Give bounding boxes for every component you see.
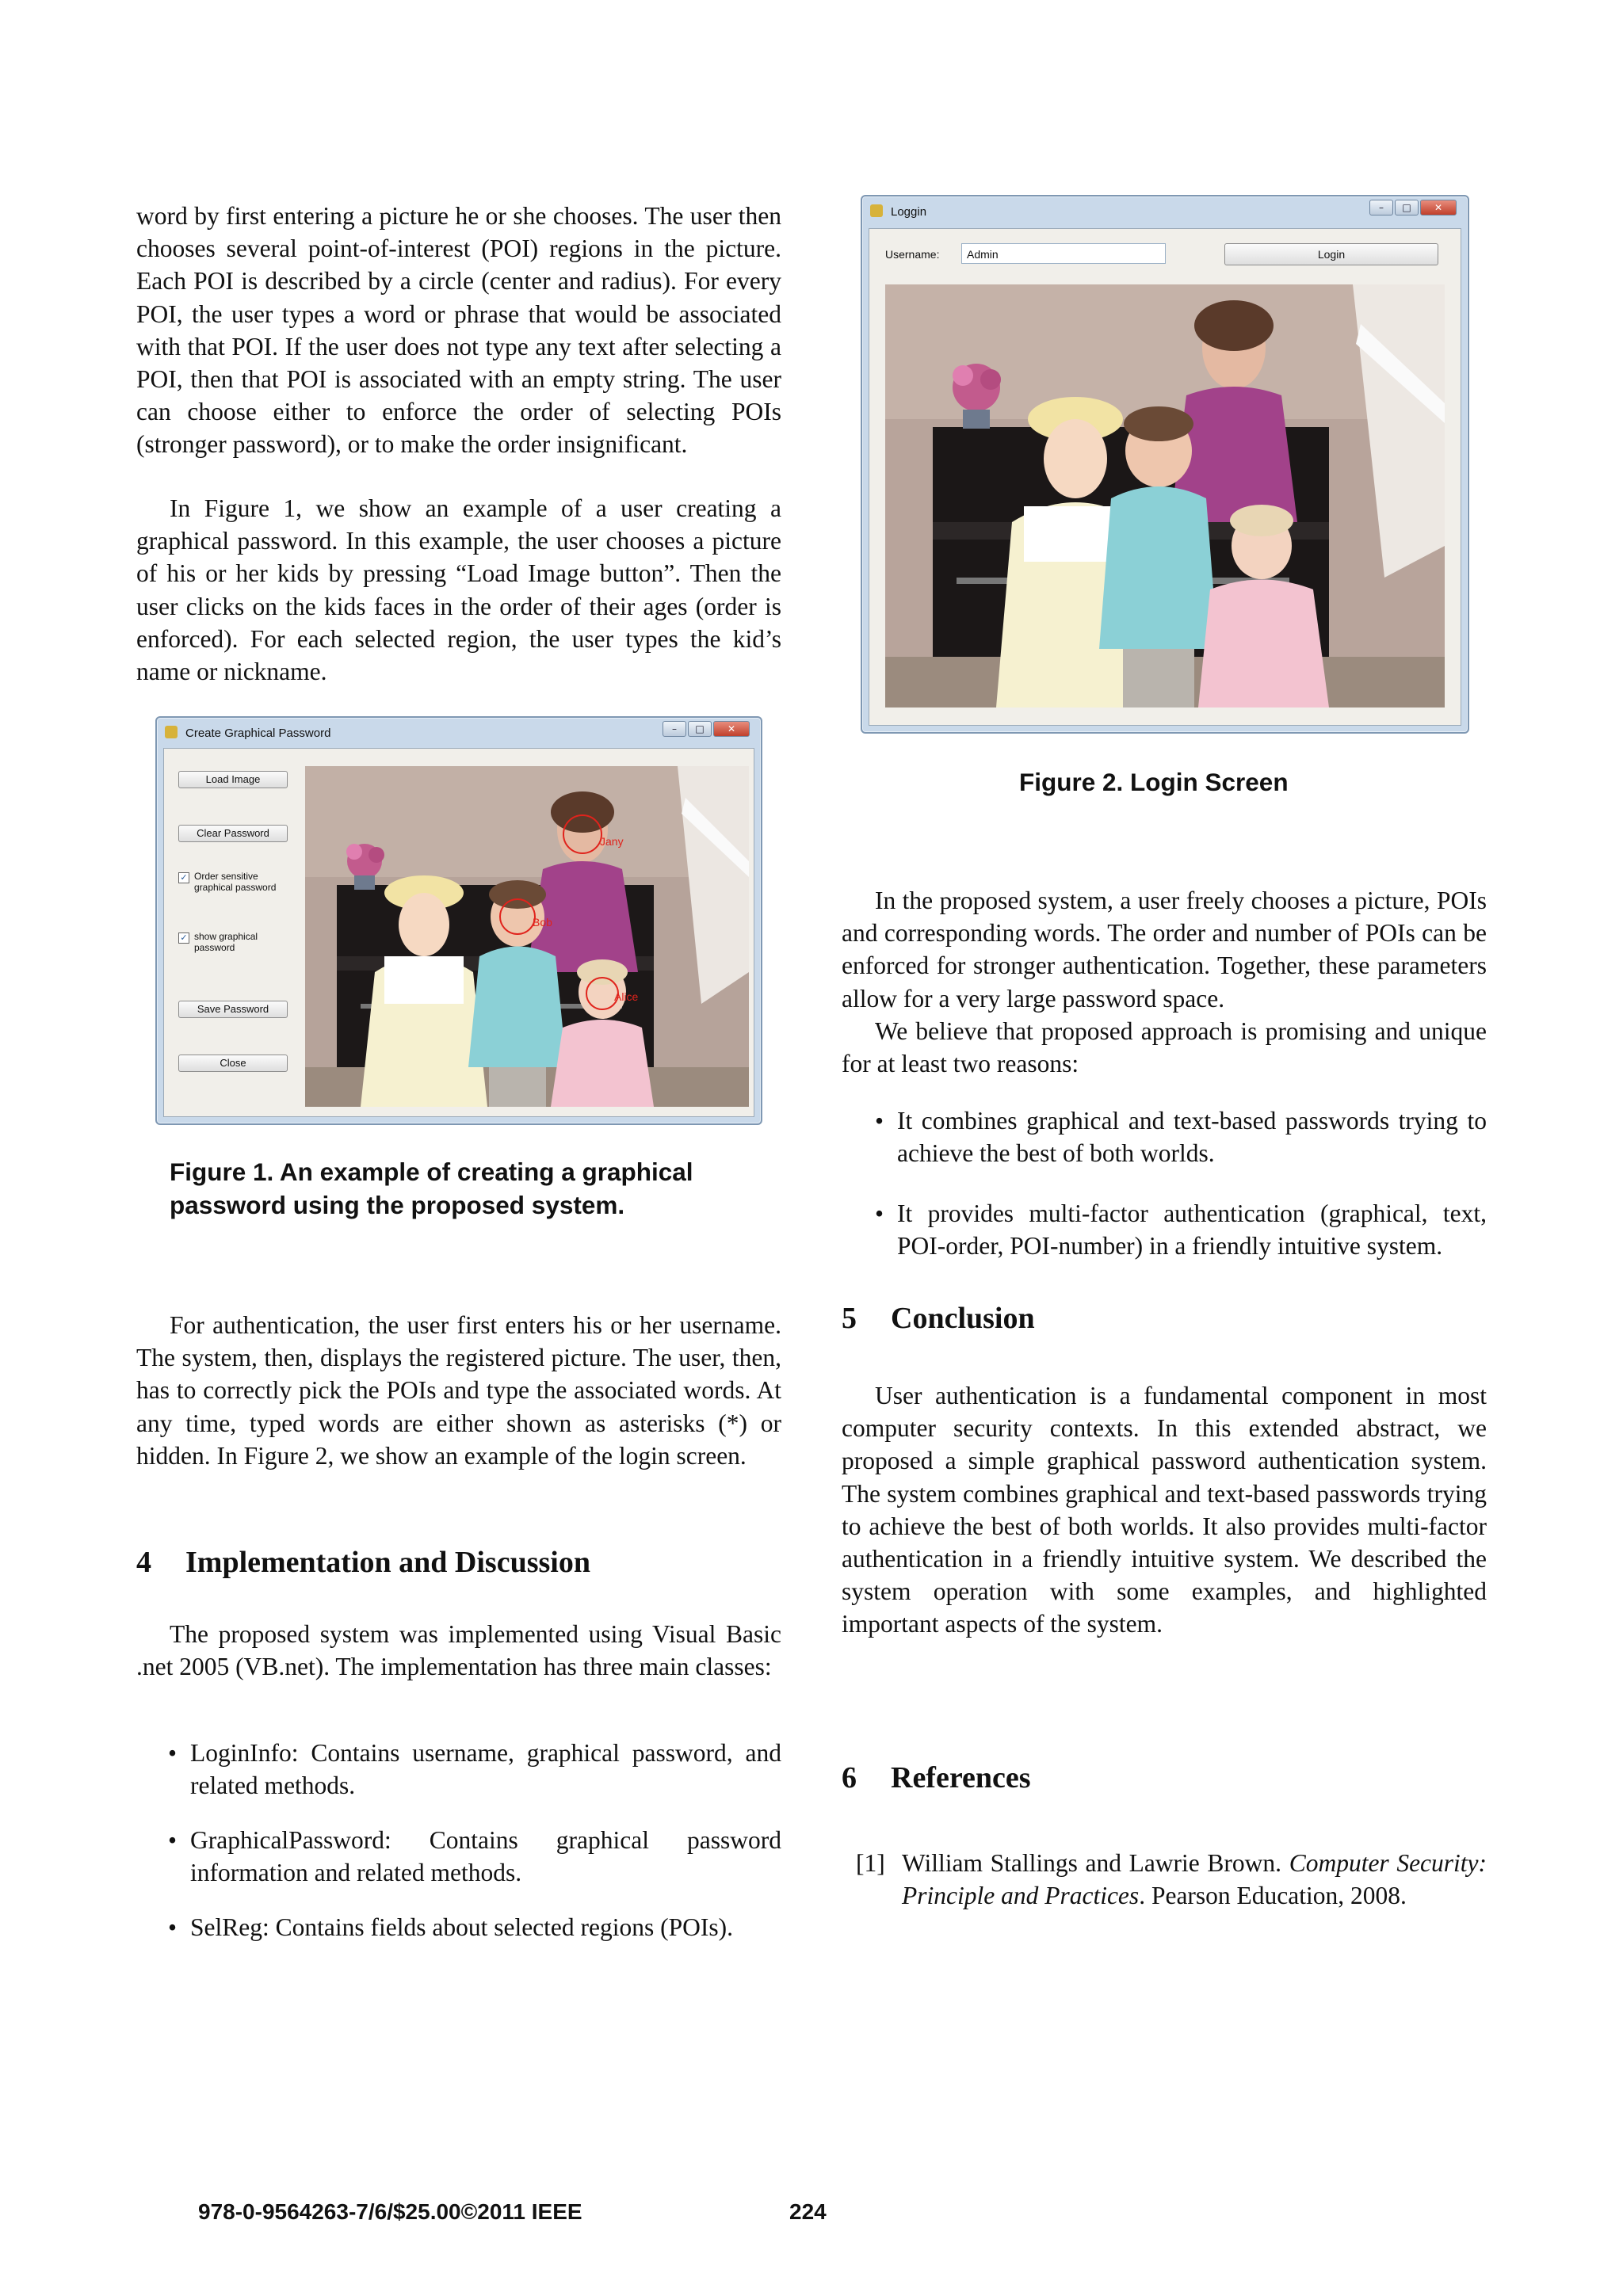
bullet-text: It combines graphical and text-based passwords trying to achieve the best of both worlds.	[897, 1107, 1487, 1168]
checkbox-label-line2: password	[194, 942, 235, 953]
poi-label-bob: Bob	[533, 916, 552, 929]
username-input[interactable]: Admin	[961, 243, 1166, 264]
reference-authors: William Stallings and Lawrie Brown.	[902, 1849, 1282, 1877]
app-icon	[165, 726, 178, 738]
paragraph-conclusion: User authentication is a fundamental component in most computer security contexts. In this extended abstract, we proposed a simple graphical password authentication system. The system combines graphical and text-based passwords trying to achieve the best of both worlds. It also provides multi-factor authentication in a friendly intuitive system. We described the system operation with some examples, and highlighted important aspects of the system.	[842, 1382, 1487, 1638]
reference-label: [1]	[856, 1849, 885, 1877]
figure2-window	[861, 195, 1469, 734]
list-item	[168, 1824, 781, 1889]
section4-number: 4	[136, 1546, 151, 1579]
reference-publisher: . Pearson Education, 2008.	[1139, 1882, 1407, 1910]
app-icon	[870, 204, 883, 217]
list-item	[875, 1197, 1487, 1262]
close-icon[interactable]: ✕	[713, 721, 750, 737]
figure1-photo[interactable]	[305, 766, 749, 1107]
list-item	[875, 1104, 1487, 1169]
reference-title: Computer Security: Principle and Practices	[902, 1849, 1487, 1910]
paragraph-implementation: The proposed system was implemented using Visual Basic .net 2005 (VB.net). The implementation has three main classes:	[136, 1620, 781, 1681]
username-label: Username:	[885, 248, 940, 261]
minimize-icon[interactable]: –	[663, 721, 686, 737]
section5-heading	[842, 1301, 1035, 1336]
list-item	[168, 1737, 781, 1802]
section4-heading	[136, 1545, 590, 1580]
family-photo-illustration	[885, 284, 1445, 707]
section5-number: 5	[842, 1302, 857, 1335]
footer-isbn: 978-0-9564263-7/6/$25.00©2011 IEEE	[198, 2199, 582, 2224]
figure1-caption-line1: Figure 1. An example of creating a graphical	[170, 1158, 693, 1186]
section5-title: Conclusion	[891, 1302, 1035, 1335]
close-icon[interactable]: ✕	[1420, 200, 1457, 215]
figure1-client-area	[163, 748, 754, 1117]
reference-text	[902, 1847, 1487, 1912]
load-image-button[interactable]: Load Image	[178, 771, 288, 788]
figure2-window-controls	[1369, 200, 1457, 215]
bullet-text: It provides multi-factor authentication (graphical, text, POI-order, POI-number) in a friendly intuitive system.	[897, 1199, 1487, 1261]
figure1-caption	[170, 1155, 693, 1222]
figure1-window-title: Create Graphical Password	[185, 726, 331, 740]
bullet-icon: •	[168, 1913, 178, 1941]
paragraph-proposed-system: In the proposed system, a user freely chooses a picture, POIs and corresponding words. The order and number of POIs can be enforced for stronger authentication. Together, these parameters allow for a very large password space.	[842, 887, 1487, 1013]
list-item	[168, 1911, 781, 1943]
figure2-window-title: Loggin	[891, 204, 927, 219]
family-photo-illustration	[305, 766, 749, 1107]
checkbox-label	[194, 931, 258, 953]
checkbox-label-line2: graphical password	[194, 882, 277, 893]
bullet-text: LoginInfo: Contains username, graphical password, and related methods.	[190, 1739, 781, 1800]
checkbox-label-line1: Order sensitive	[194, 871, 258, 882]
section6-number: 6	[842, 1761, 857, 1794]
bullet-icon: •	[168, 1826, 178, 1854]
bullet-text: SelReg: Contains fields about selected regions (POIs).	[190, 1913, 734, 1941]
figure1-window-controls	[663, 721, 750, 737]
order-sensitive-checkbox[interactable]	[178, 871, 289, 894]
checkbox-label-line1: show graphical	[194, 931, 258, 942]
section4-title: Implementation and Discussion	[185, 1546, 590, 1579]
reference-1	[856, 1847, 1487, 1912]
bullet-text: GraphicalPassword: Contains graphical password information and related methods.	[190, 1826, 781, 1887]
figure2-client-area	[869, 228, 1461, 726]
maximize-icon[interactable]: □	[688, 721, 712, 737]
figure1-window	[155, 716, 762, 1125]
checkbox-box[interactable]: ✓	[178, 872, 189, 883]
minimize-icon[interactable]: –	[1369, 200, 1393, 215]
checkbox-box[interactable]: ✓	[178, 933, 189, 944]
figure2-photo[interactable]	[885, 284, 1445, 707]
close-button[interactable]: Close	[178, 1055, 288, 1072]
paragraph-two-reasons: We believe that proposed approach is promising and unique for at least two reasons:	[842, 1017, 1487, 1078]
paragraph-figure1-intro: In Figure 1, we show an example of a user creating a graphical password. In this example, the user chooses a picture of his or her kids by pressing “Load Image button”. Then the user clicks on the kids faces in the order of their ages (order is enforced). For each selected region, the user types the kid’s name or nickname.	[136, 494, 781, 686]
poi-label-alice: Alice	[614, 990, 639, 1003]
maximize-icon[interactable]: □	[1395, 200, 1419, 215]
bullet-icon: •	[168, 1739, 178, 1767]
save-password-button[interactable]: Save Password	[178, 1001, 288, 1018]
show-password-checkbox[interactable]	[178, 931, 289, 955]
bullet-icon: •	[875, 1199, 884, 1227]
paragraph-poi-description: word by first entering a picture he or she chooses. The user then chooses several point-of-interest (POI) regions in the picture. Each POI is described by a circle (center and radius). For every POI, the user types a word or phrase that would be associated with that POI. If the user does not type any text after selecting a POI, then that POI is associated with an empty string. The user can choose either to enforce the order of selecting POIs (stronger password), or to make the order insignificant.	[136, 202, 781, 459]
poi-label-jany: Jany	[600, 835, 624, 848]
paragraph-authentication: For authentication, the user first enters his or her username. The system, then, displays the registered picture. The user, then, has to correctly pick the POIs and type the associated words. At any time, typed words are either shown as asterisks (*) or hidden. In Figure 2, we show an example of the login screen.	[136, 1311, 781, 1470]
section6-heading	[842, 1760, 1031, 1795]
figure1-caption-line2: password using the proposed system.	[170, 1191, 625, 1219]
login-button[interactable]: Login	[1224, 243, 1438, 265]
clear-password-button[interactable]: Clear Password	[178, 825, 288, 842]
checkbox-label	[194, 871, 276, 893]
bullet-icon: •	[875, 1107, 884, 1135]
section6-title: References	[891, 1761, 1031, 1794]
page-number: 224	[789, 2199, 827, 2224]
figure2-caption: Figure 2. Login Screen	[1019, 768, 1289, 796]
